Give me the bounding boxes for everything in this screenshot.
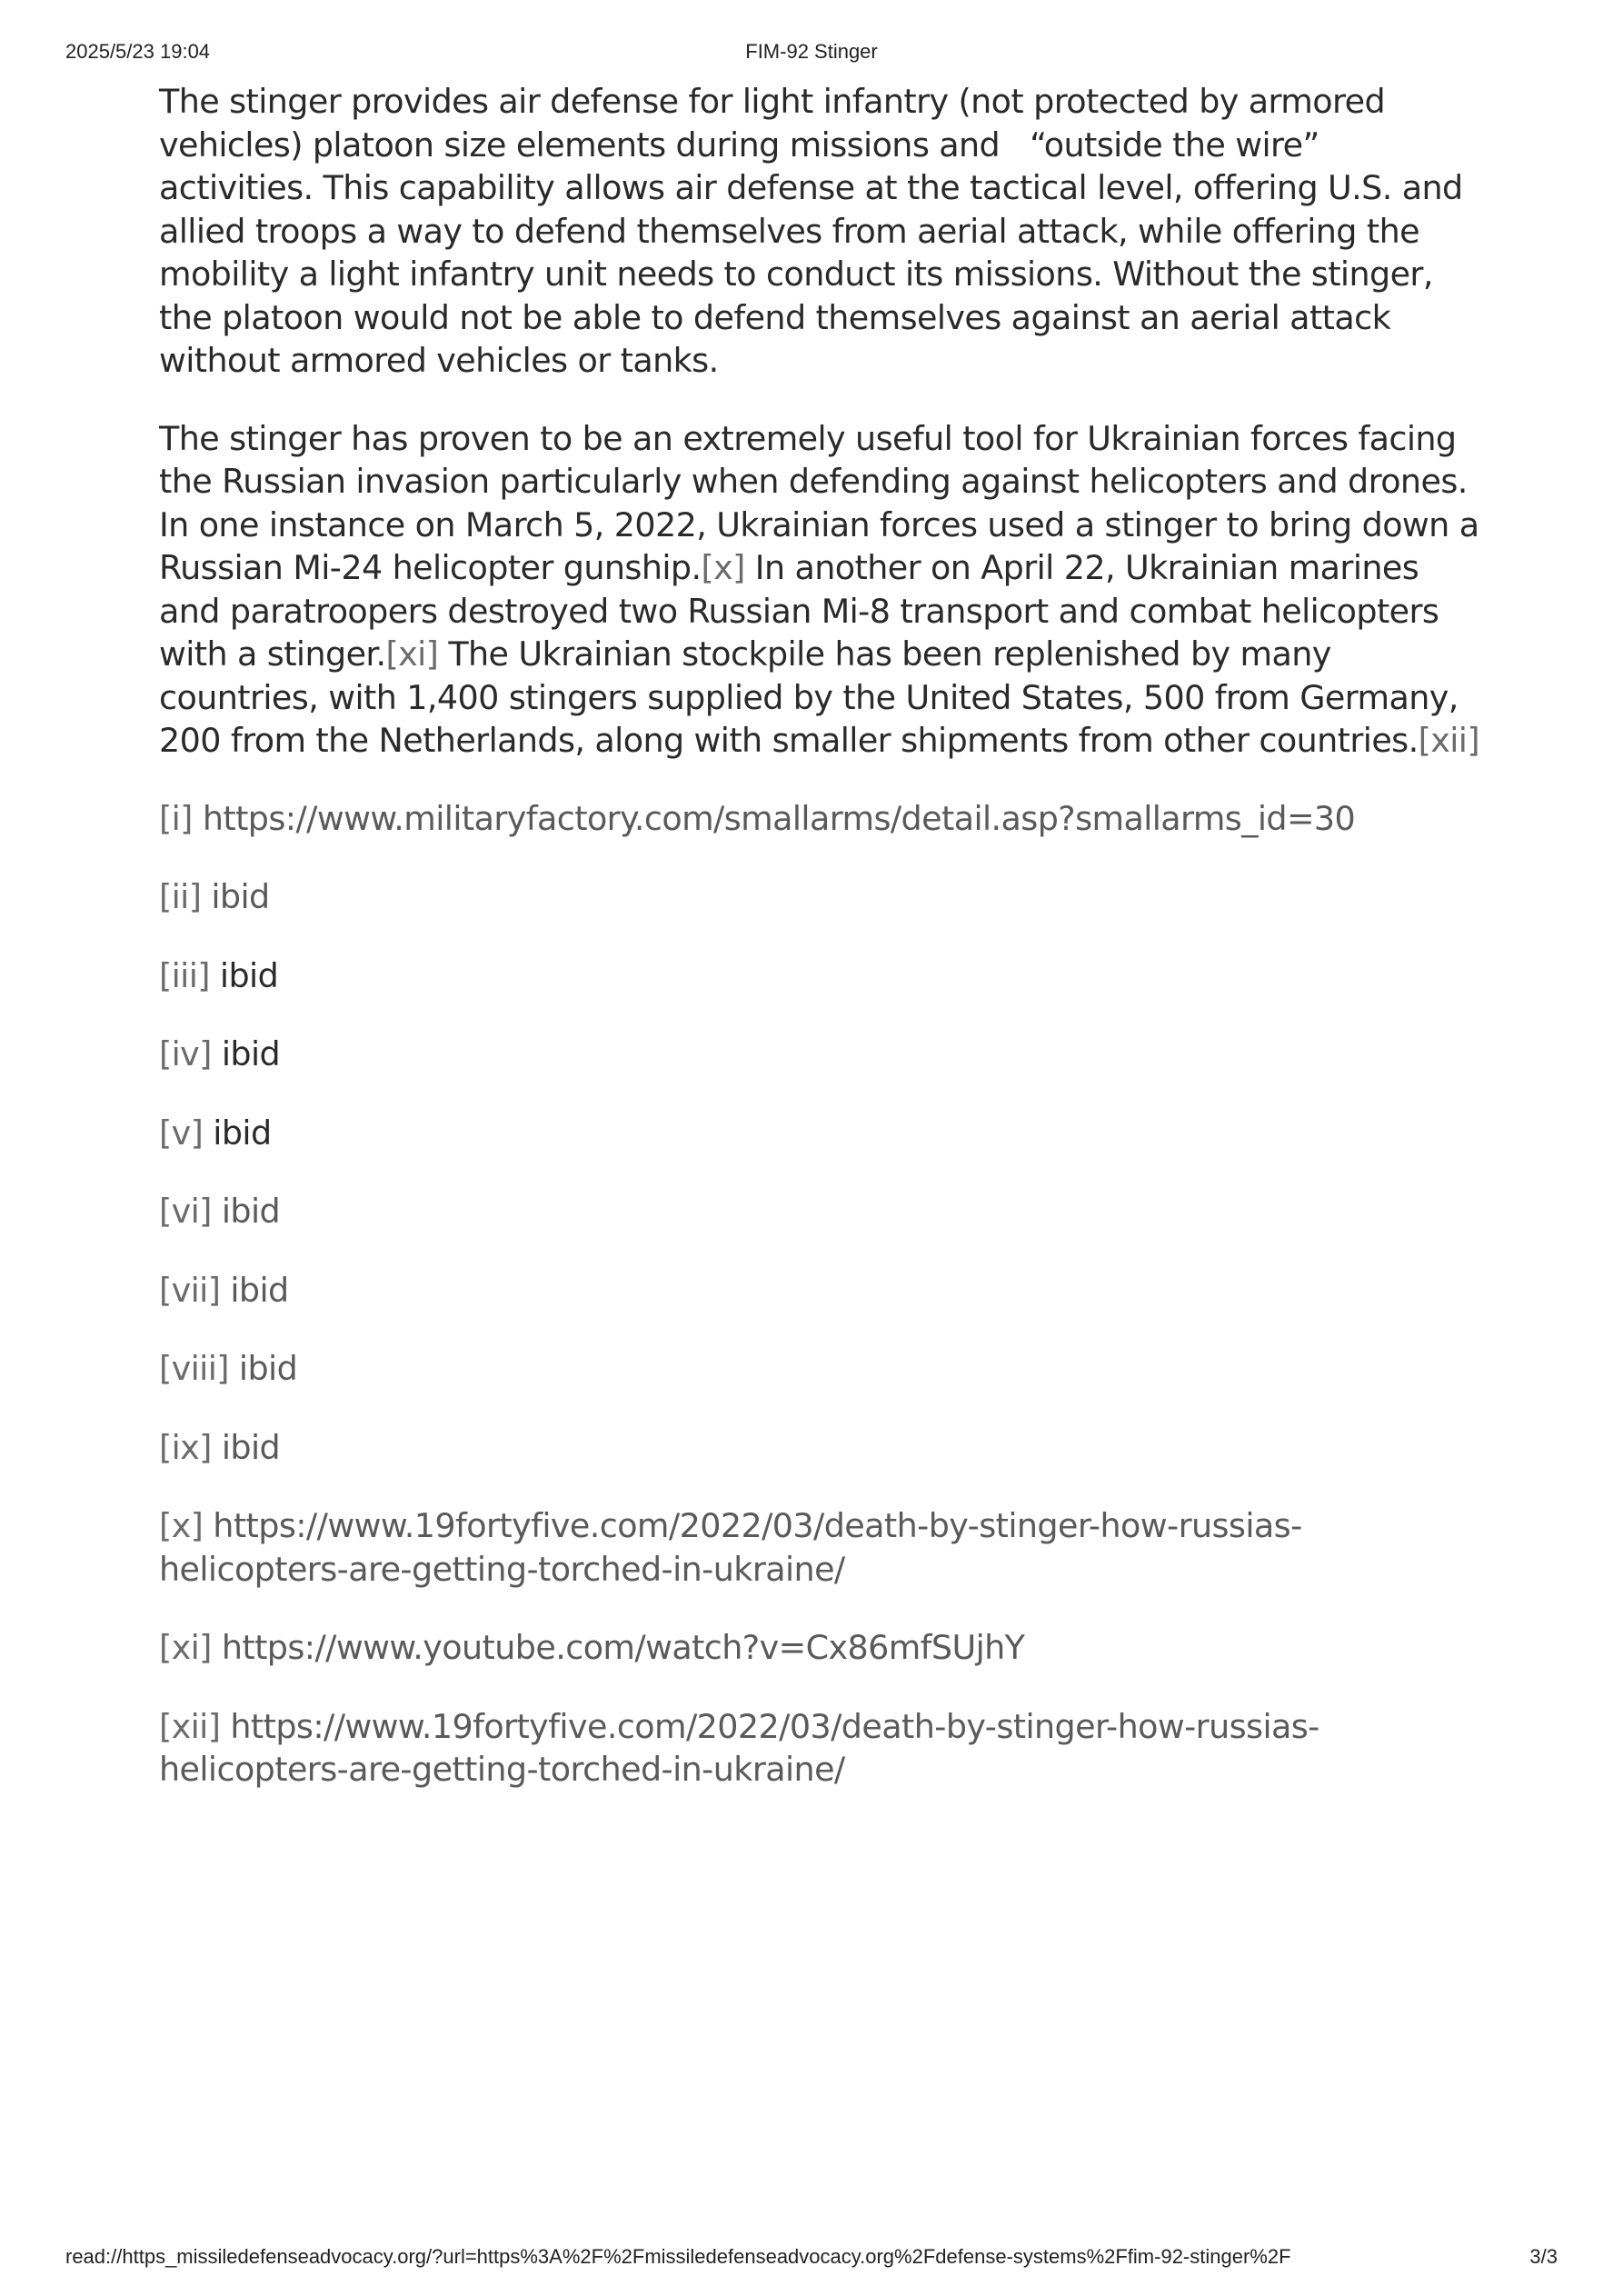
paragraph-ukraine-text-2: In another on April 22, Ukrainian marines and paratroopers destroyed two Russian Mi-8 transport and combat helicopters with a stinger. — [159, 548, 1439, 674]
paragraph-ukraine — [159, 417, 1486, 763]
footnote-list — [159, 797, 1486, 1792]
footnote-marker[interactable]: [xii] — [159, 1706, 221, 1746]
paragraph-ukraine-text-3: The Ukrainian stockpile has been replenished by many countries, with 1,400 stingers supplied by the United States, 500 from Germany, 200 from the Netherlands, along with smaller shipments from other countries. — [159, 634, 1459, 760]
footnote-marker[interactable]: [v] — [159, 1113, 204, 1153]
print-source-url: read://https_missiledefenseadvocacy.org/?url=https%3A%2F%2Fmissiledefenseadvocacy.org%2Fdefense-systems%2Ffim-92-stinger%2F — [65, 2245, 1291, 2268]
footnote-item — [159, 1626, 1486, 1670]
footnote-item — [159, 1269, 1486, 1313]
footnote-link[interactable]: https://www.19fortyfive.com/2022/03/death-by-stinger-how-russias-helicopters-are-getting-torched-in-ukraine/ — [159, 1706, 1319, 1789]
print-datetime: 2025/5/23 19:04 — [65, 40, 211, 63]
footnote-text: ibid — [213, 1113, 272, 1153]
footnote-text: ibid — [230, 1270, 289, 1310]
footnote-text: ibid — [219, 955, 279, 995]
footnote-link[interactable]: https://www.19fortyfive.com/2022/03/death-by-stinger-how-russias-helicopters-are-getting-torched-in-ukraine/ — [159, 1506, 1302, 1589]
footnote-marker[interactable]: [vi] — [159, 1192, 212, 1231]
footnote-text: ibid — [221, 1427, 281, 1467]
footnote-text: ibid — [221, 1192, 281, 1231]
footnote-marker[interactable]: [viii] — [159, 1349, 229, 1388]
footnote-item — [159, 954, 1486, 998]
footnote-link[interactable]: https://www.youtube.com/watch?v=Cx86mfSUjhY — [221, 1628, 1025, 1667]
footnote-marker[interactable]: [i] — [159, 798, 193, 838]
footnote-marker[interactable]: [x] — [159, 1506, 204, 1545]
footnote-text: ibid — [238, 1349, 298, 1388]
footnote-marker[interactable]: [ix] — [159, 1427, 212, 1467]
footnote-item — [159, 797, 1486, 841]
footnote-marker[interactable]: [vii] — [159, 1270, 221, 1310]
footnote-item — [159, 1426, 1486, 1470]
paragraph-ukraine-text-1: The stinger has proven to be an extremely useful tool for Ukrainian forces facing the Russian invasion particularly when defending against helicopters and drones. In one instance on March 5, 2022, Ukrainian forces used a stinger to bring down a Russian Mi-24 helicopter gunship. — [159, 418, 1479, 587]
footnote-ref-x[interactable]: [x] — [701, 548, 745, 587]
footnote-marker[interactable]: [iii] — [159, 955, 210, 995]
footnote-marker[interactable]: [xi] — [159, 1628, 212, 1667]
footnote-item — [159, 1190, 1486, 1233]
paragraph-air-defense: The stinger provides air defense for light infantry (not protected by armored vehicles) platoon size elements during missions and “outside the wire” activities. This capability allows air defense at the tactical level, offering U.S. and allied troops a way to defend themselves from aerial attack, while offering the mobility a light infantry unit needs to conduct its missions. Without the stinger, the platoon would not be able to defend themselves against an aerial attack without armored vehicles or tanks. — [159, 82, 1463, 380]
print-header — [65, 40, 1558, 67]
page-title: FIM-92 Stinger — [745, 40, 878, 63]
footnote-text: ibid — [221, 1034, 281, 1073]
article-content — [159, 80, 1486, 1827]
footnote-item — [159, 1033, 1486, 1076]
footnote-item — [159, 1504, 1486, 1591]
footnote-item — [159, 875, 1486, 919]
footnote-marker[interactable]: [iv] — [159, 1034, 212, 1073]
footnote-link[interactable]: https://www.militaryfactory.com/smallarms/detail.asp?smallarms_id=30 — [202, 798, 1356, 838]
print-footer — [65, 2245, 1558, 2272]
page-number: 3/3 — [1529, 2245, 1558, 2268]
footnote-text: ibid — [211, 877, 270, 916]
footnote-marker[interactable]: [ii] — [159, 877, 202, 916]
footnote-item — [159, 1347, 1486, 1391]
footnote-ref-xii[interactable]: [xii] — [1418, 721, 1479, 760]
footnote-ref-xi[interactable]: [xi] — [385, 634, 439, 674]
footnote-item — [159, 1112, 1486, 1155]
footnote-item — [159, 1705, 1486, 1792]
